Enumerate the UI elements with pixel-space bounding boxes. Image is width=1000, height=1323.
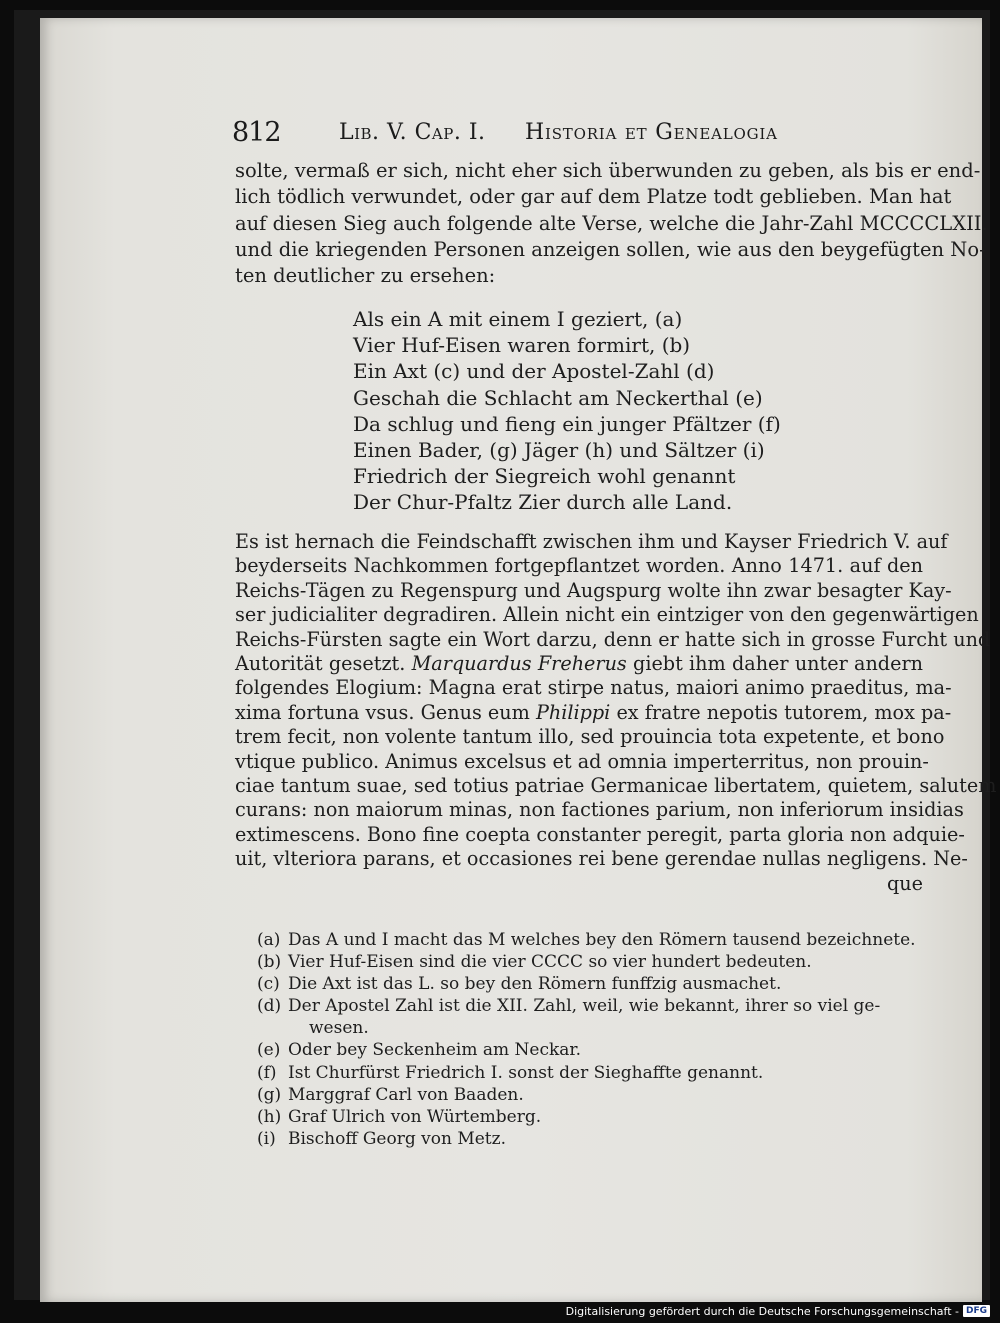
footnote-continuation [257,1017,927,1039]
person-name: Philippi [535,700,611,724]
footnote-text: wesen. [309,1018,369,1039]
verse-line: Vier Huf-Eisen waren formirt, (b) [353,333,691,358]
dfg-logo: DFG [963,1305,990,1317]
footnote-label: (a) [257,930,281,950]
text-line: Reichs-Tägen zu Regenspurg und Augspurg wolte ihn zwar besagter Kay- [235,578,952,602]
paragraph-2 [235,530,997,896]
footnote-text: Marggraf Carl von Baaden. [288,1084,524,1105]
credit-text: Digitalisierung gefördert durch die Deutsche Forschungsgemeinschaft - [565,1304,959,1318]
chapter-reference: Lib. V. Cap. I. [339,120,486,145]
footnote [257,995,927,1017]
text-line: extimescens. Bono fine coepta constanter peregit, parta gloria non adquie- [235,822,965,846]
verse-line: Einen Bader, (g) Jäger (h) und Sältzer (i) [353,438,765,463]
text-span: giebt ihm daher unter andern [633,652,923,676]
text-line: ser judicialiter degradiren. Allein nicht ein eintziger von den gegenwärtigen [235,603,979,627]
footnote-text: Graf Ulrich von Würtemberg. [288,1106,542,1127]
running-header [232,117,822,153]
text-line: solte, vermaß er sich, nicht eher sich überwunden zu geben, als bis er end- [235,159,981,182]
footnote-text: Oder bey Seckenheim am Neckar. [288,1040,582,1061]
text-line [235,652,923,676]
verse-line: Ein Axt (c) und der Apostel-Zahl (d) [353,359,715,384]
text-line: auf diesen Sieg auch folgende alte Verse, welche die Jahr-Zahl MCCCCLXII. [235,211,988,235]
footnote-text: Ist Churfürst Friedrich I. sonst der Sieghaffte genannt. [288,1062,764,1083]
verse-block [353,306,853,516]
footnotes [257,929,927,1150]
main-text [235,158,997,895]
text-span: xima fortuna vsus. Genus eum [235,700,530,724]
text-line: ten deutlicher zu ersehen: [235,264,496,288]
verse-line: Da schlug und fieng ein junger Pfältzer (f) [353,411,781,436]
footnote-text: Bischoff Georg von Metz. [288,1128,506,1149]
paragraph-1 [235,158,988,289]
text-span: Autorität gesetzt. [235,652,406,676]
text-line: beyderseits Nachkommen fortgepflantzet worden. Anno 1471. auf den [235,554,923,578]
footnote-label: (f) [257,1062,277,1083]
text-line: folgendes Elogium: Magna erat stirpe natus, maiori animo praeditus, ma- [235,676,952,700]
footnote [257,1128,927,1150]
catchword: que [887,871,923,895]
footnote-label: (c) [257,974,280,995]
footnote [257,973,927,995]
text-line: uit, vlteriora parans, et occasiones rei bene gerendae nullas negligens. Ne- [235,847,968,871]
footnote-label: (g) [257,1084,282,1105]
footnote-label: (d) [257,996,282,1017]
verse-line: Als ein A mit einem I geziert, (a) [353,307,683,331]
footnote-text: Das A und I macht das M welches bey den Römern tausend bezeichnete. [288,930,916,950]
text-line: curans: non maiorum minas, non factiones parium, non inferiorum insidias [235,798,964,822]
text-line: vtique publico. Animus excelsus et ad omnia imperterritus, non prouin- [235,749,929,773]
footnote [257,1084,927,1106]
text-line [235,700,952,725]
author-name: Marquardus Freherus [411,652,627,676]
footnote [257,951,927,973]
running-title: Historia et Genealogia [525,120,778,145]
text-line: Es ist hernach die Feindschafft zwischen ihm und Kayser Friedrich V. auf [235,530,948,553]
footnote-label: (i) [257,1128,276,1149]
footnote-text: Der Apostel Zahl ist die XII. Zahl, weil, wie bekannt, ihrer so viel ge- [288,996,881,1017]
footnote [257,1062,927,1084]
verse-line: Geschah die Schlacht am Neckerthal (e) [353,385,763,410]
text-line: und die kriegenden Personen anzeigen sollen, wie aus den beygefügten No- [235,237,986,261]
footnote [257,1106,927,1128]
footnote-text: Vier Huf-Eisen sind die vier CCCC so vier hundert bedeuten. [288,952,812,973]
text-span: ex fratre nepotis tutorem, mox pa- [616,700,952,724]
footnote-label: (e) [257,1040,281,1061]
footnote [257,1039,927,1061]
verse-line: Der Chur-Pfaltz Zier durch alle Land. [353,490,733,515]
footnote-text: Die Axt ist das L. so bey den Römern funffzig ausmachet. [288,974,782,995]
text-line: ciae tantum suae, sed totius patriae Germanicae libertatem, quietem, salutem [235,774,997,798]
page-number: 812 [232,117,281,148]
footnote [257,929,927,951]
digitization-credit [566,1302,990,1320]
text-line: trem fecit, non volente tantum illo, sed prouincia tota expetente, et bono [235,725,945,749]
verse-line: Friedrich der Siegreich wohl genannt [353,464,736,489]
footnote-label: (h) [257,1106,282,1127]
footnote-label: (b) [257,952,282,973]
text-line: Reichs-Fürsten sagte ein Wort darzu, denn er hatte sich in grosse Furcht und [235,627,991,651]
text-line: lich tödlich verwundet, oder gar auf dem Platze todt geblieben. Man hat [235,185,952,209]
